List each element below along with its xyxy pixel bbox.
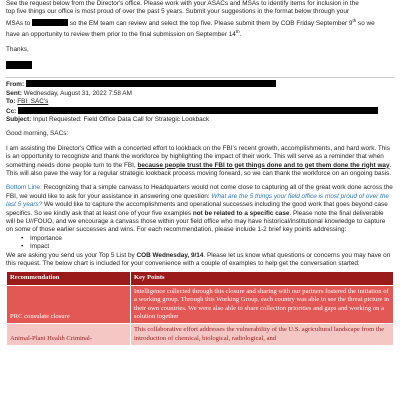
key-points-cell: This collaborative effort addresses the vulnerability of the U.S. agricultural landscape from the introduction of chemical, biological, radiological, and (131, 324, 394, 346)
recommendation-table (6, 271, 394, 346)
column-header-key-points: Key Points (131, 272, 394, 285)
redaction-block (32, 19, 68, 26)
intro-line: See the request below from the Director's office. Please work with your ASACs and MSAs to identify items for inclusion in the (6, 0, 359, 7)
intro-line: have an opportunity to review them prior to the final submission on September 14th. (6, 29, 242, 39)
intro-line: MSAs to so the EM team can review and select the top five. Please submit them by COB Friday September 9th so we (6, 17, 375, 27)
cc-line: Cc: (6, 107, 394, 116)
greeting: Good morning, SACs: (6, 130, 69, 138)
to-line: To: FBI_SAC's (6, 98, 49, 106)
recommendation-cell: Animal-Plant Health Criminal- (7, 324, 131, 346)
subject-line: Subject: Input Requested: Field Office Data Call for Strategic Lookback (6, 115, 210, 123)
list-item: • Impact (30, 243, 394, 251)
table-header-row (7, 272, 394, 285)
email-header (6, 80, 394, 124)
body-paragraph-2: Bottom Line: Recognizing that a simple canvass to Headquarters would not come close to capturing all of the great work done across the FBI, we would like to ask for your assistance in answering one question: What are the 5 things your field office is most proud of over the last 5 years? We would like to capture the accomplishments and operational successes including the good work that goes beyond case specifics. So we kindly ask that at least one of your five examples not be related to a specific case. Please note the final deliverable will be U//FOUO, and we encourage a canvass those within your field office who may have historical/institutional knowledge to capture on some of those earlier successes and wins. For each recommendation, please include 1-2 brief key points addressing: (6, 184, 393, 234)
intro-paragraph (6, 0, 394, 40)
key-points-list (30, 235, 394, 252)
from-line: From: (6, 80, 394, 89)
recommendation-cell: PRC consulate closure (7, 285, 131, 324)
key-points-cell: Intelligence collected through this closure and sharing with our partners fostered the initiation of a working group. Through this Working Group, each country was able to see the threat picture in their own countries. We were also able to share collection priorities and gaps and working on a solution together (131, 285, 394, 324)
intro-line: top five things our office is most proud of over the past 5 years. Submit your suggestions in the format below through your (6, 8, 350, 16)
signature-redaction (6, 61, 32, 69)
table-row (7, 285, 394, 324)
column-header-recommendation: Recommendation (7, 272, 131, 285)
table-row (7, 324, 394, 346)
list-item: • Importance (30, 235, 394, 243)
bottom-line-label: Bottom Line: (6, 184, 42, 192)
body-paragraph-3: We are asking you send us your Top 5 List by COB Wednesday, 9/14. Please let us know what questions or concerns you may have on this request. The below chart is included for your convenience with a couple of examples to help get the conversation started: (6, 251, 391, 267)
sent-line: Sent: Wednesday, August 31, 2022 7:58 AM (6, 89, 132, 97)
redaction-block (18, 107, 378, 114)
body-paragraph-1: I am assisting the Director's Office with a concerted effort to lookback on the FBI's recent growth, accomplishments, and hard work. This is an opportunity to recognize and thank the workforce by highlighting the impact of their work. This will serve as a reminder that when something needs done people turn to the FBI, because people trust the FBI to get things done and to get them done the right way. This will also pave the way for a regular strategic lookback process moving forward, so we can thank the workforce on an ongoing basis. (6, 144, 392, 177)
thanks-line: Thanks, (6, 45, 29, 53)
header-separator (6, 77, 394, 78)
redaction-block (26, 80, 276, 87)
key-question: What are the 5 things your field office is most proud of over the last 5 years? (6, 192, 389, 209)
